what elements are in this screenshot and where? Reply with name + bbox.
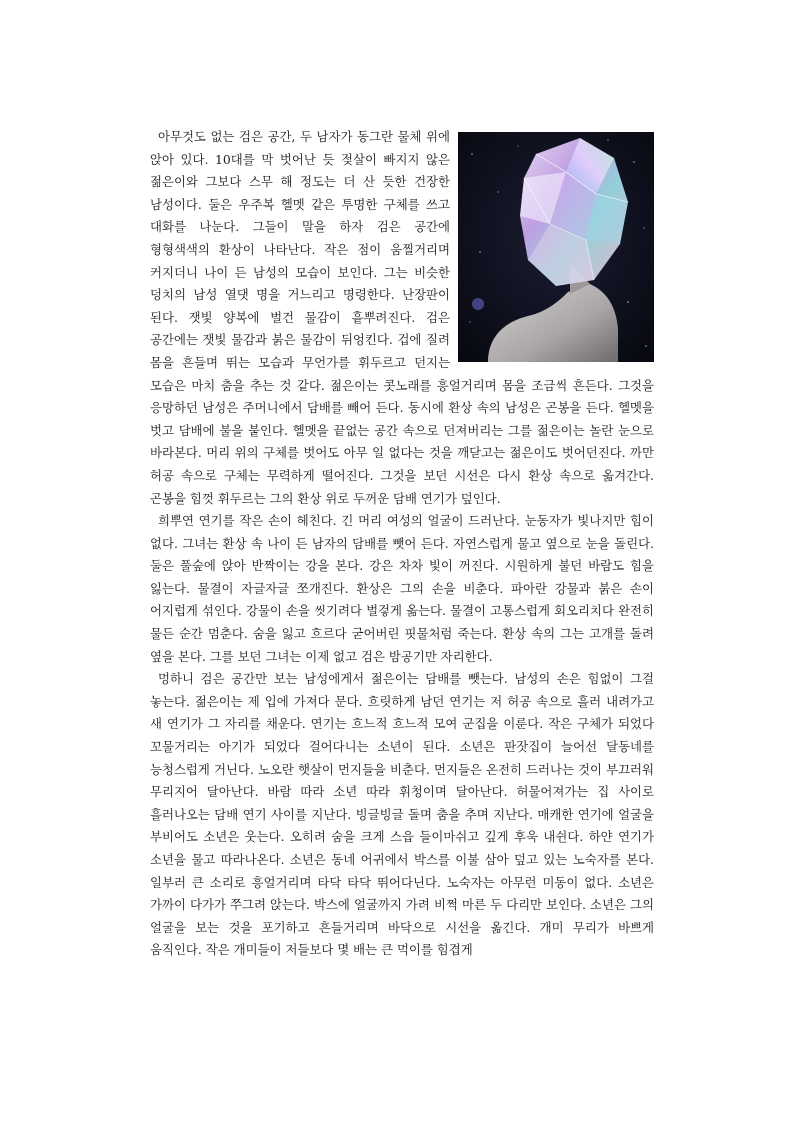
paragraph-1 xyxy=(150,126,654,510)
paragraph-2: 희뿌연 연기를 작은 손이 헤친다. 긴 머리 여성의 얼굴이 드러난다. 눈동자가 빛나지만 힘이 없다. 그녀는 환상 속 나이 든 남자의 담배를 뺏어 든다. 자연스럽게 물고 옆으로 눈을 돌린다. 둘은 풀숲에 앉아 반짝이는 강을 본다. 강은 차차 빛이 꺼진다. 시원하게 불던 바람도 힘을 잃는다. 물결이 자글자글 쪼개진다. 환상은 그의 손을 비춘다. 파아란 강물과 붉은 손이 어지럽게 섞인다. 강물이 손을 씻기려다 벌겋게 옮는다. 물결이 고통스럽게 회오리치다 완전히 물든 순간 멈춘다. 숨을 잃고 흐르다 굳어버린 핏물처럼 죽는다. 환상 속의 그는 고개를 돌려 옆을 본다. 그를 보던 그녀는 이제 없고 검은 밤공기만 자리한다. xyxy=(150,513,654,664)
paragraph-3: 멍하니 검은 공간만 보는 남성에게서 젊은이는 담배를 뺏는다. 남성의 손은 힘없이 그걸 놓는다. 젊은이는 제 입에 가져다 문다. 흐릿하게 남던 연기는 저 허공 속으로 흘러 내려가고 새 연기가 그 자리를 채운다. 연기는 흐느적 흐느적 모여 군집을 이룬다. 작은 구체가 되었다 꼬물거리는 아기가 되었다 걸어다니는 소년이 된다. 소년은 판잣집이 늘어선 달동네를 능청스럽게 거닌다. 노오란 햇살이 먼지들을 비춘다. 먼지들은 온전히 드러나는 것이 부끄러워 무리지어 달아난다. 바람 따라 소년 따라 휘청이며 달아난다. 허물어져가는 집 사이로 흘러나오는 담배 연기 사이를 지난다. 빙글빙글 돌며 춤을 추며 지난다. 매캐한 연기에 얼굴을 부비어도 소년은 웃는다. 오히려 숨을 크게 스읍 들이마쉬고 깊게 후욱 내쉰다. 하얀 연기가 소년을 물고 따라나온다. 소년은 동네 어귀에서 박스를 이불 삼아 덮고 있는 노숙자를 본다. 일부러 큰 소리로 흥얼거리며 타닥 타닥 뛰어다닌다. 노숙자는 아무런 미동이 없다. 소년은 가까이 다가가 쭈그려 앉는다. 박스에 얼굴까지 가려 비쩍 마른 두 다리만 보인다. 소년은 그의 얼굴을 보는 것을 포기하고 흔들거리며 바닥으로 시선을 옮긴다. 개미 무리가 바쁘게 움직인다. 작은 개미들이 저들보다 몇 배는 큰 먹이를 힘겹게 xyxy=(150,671,654,958)
helmet-figure-illustration xyxy=(458,132,654,362)
paragraph-1-text: 아무것도 없는 검은 공간, 두 남자가 동그란 물체 위에 앉아 있다. 10대를 막 벗어난 듯 젖살이 빠지지 않은 젊은이와 그보다 스무 해 정도는 더 산 듯한 건장한 남성이다. 둘은 우주복 헬멧 같은 투명한 구체를 쓰고 대화를 나눈다. 그들이 말을 하자 검은 공간에 형형색색의 환상이 나타난다. 작은 점이 움찔거리며 커지더니 나이 든 남성의 모습이 보인다. 그는 비슷한 덩치의 남성 열댓 명을 거느리고 명령한다. 난장판이 된다. 잿빛 양복에 벌건 물감이 흩뿌려진다. 검은 공간에는 잿빛 물감과 붉은 물감이 뒤엉킨다. 겁에 질려 몸을 흔들며 뛰는 모습과 무언가를 휘두르고 던지는 모습은 마치 춤을 추는 것 같다. 젊은이는 콧노래를 흥얼거리며 몸을 조금씩 흔든다. 그것을 응망하던 남성은 주머니에서 담배를 빼어 든다. 동시에 환상 속의 남성은 곤봉을 든다. 헬멧을 벗고 담배에 불을 붙인다. 헬멧을 끝없는 공간 속으로 던져버리는 그를 젊은이는 놀란 눈으로 바라본다. 머리 위의 구체를 벗어도 아무 일 없다는 것을 깨닫고는 젊은이도 벗어던진다. 까만 허공 속으로 구체는 무력하게 떨어진다. 그것을 보던 시선은 다시 환상 속으로 옮겨간다. 곤봉을 힘껏 휘두르는 그의 환상 위로 두꺼운 담배 연기가 덮인다. xyxy=(150,129,654,506)
story-text-column xyxy=(150,126,654,962)
helmet-figure-image xyxy=(458,132,654,362)
